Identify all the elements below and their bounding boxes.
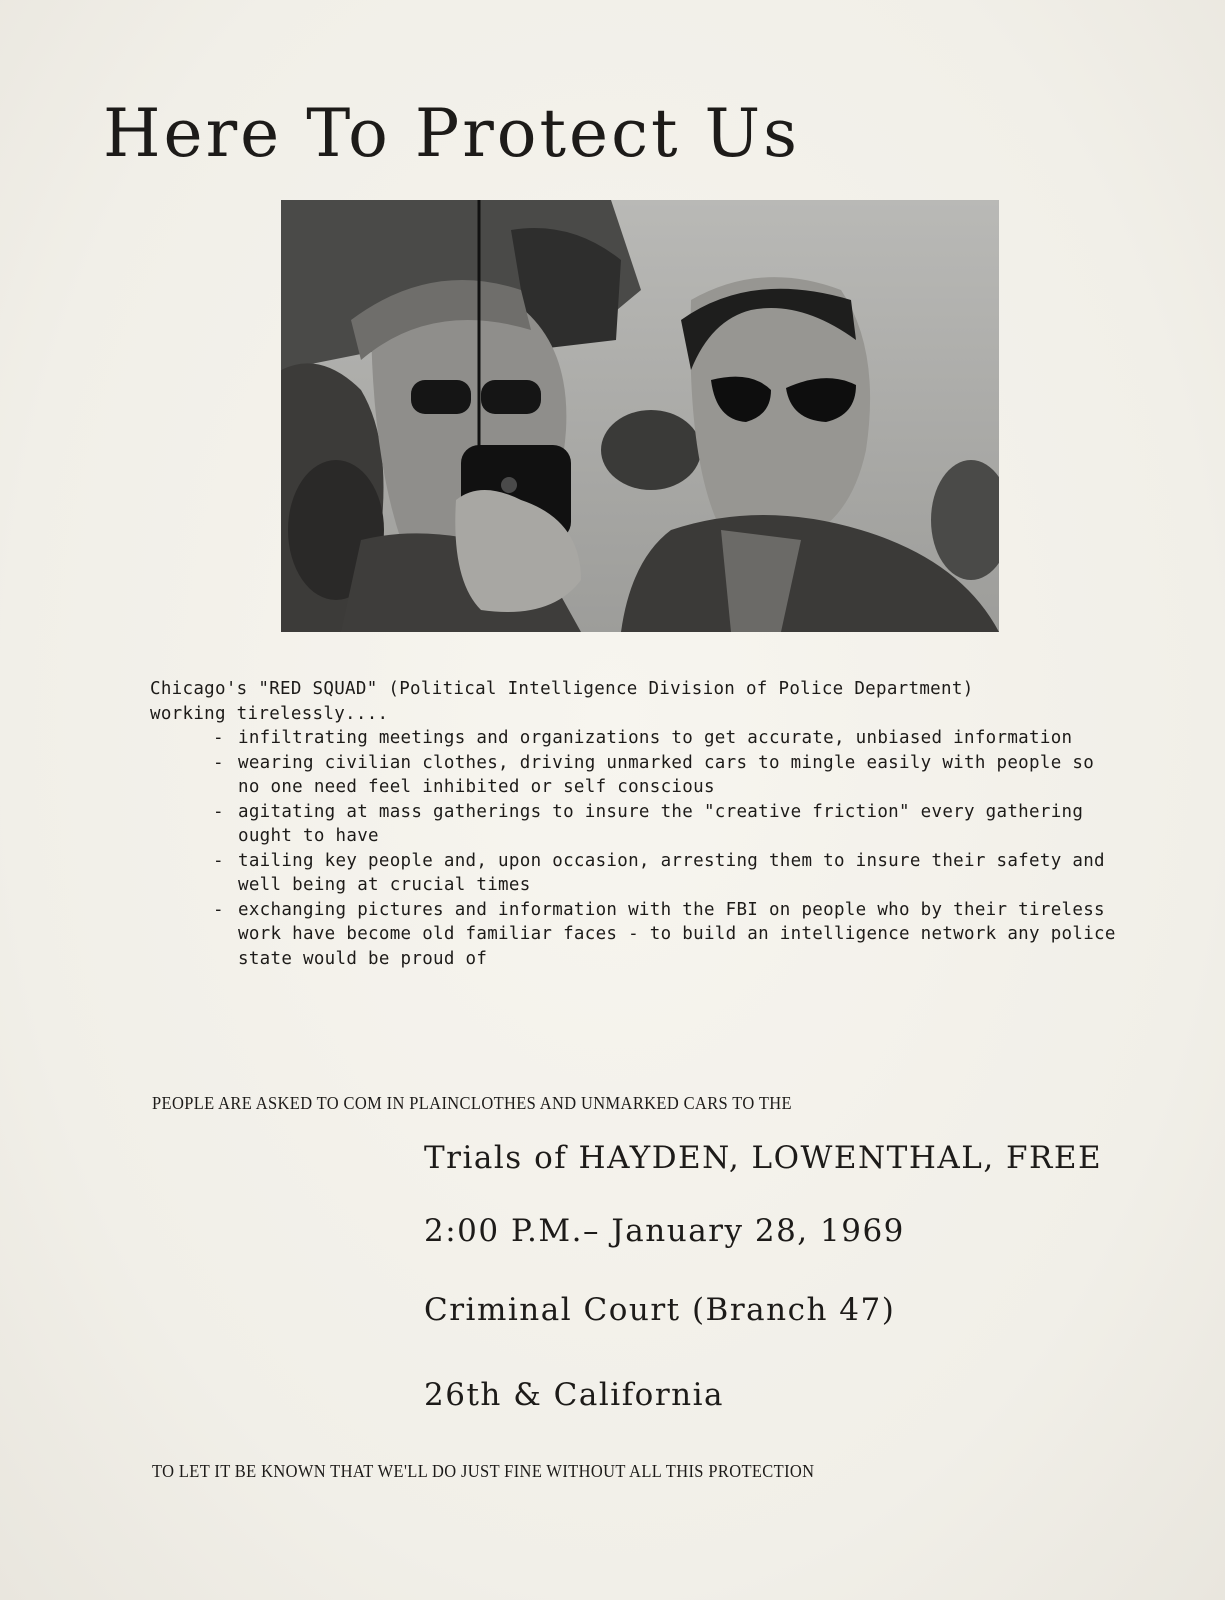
list-item-text: agitating at mass gatherings to insure the "creative friction" every gathering ought to have (238, 801, 1084, 846)
bullet-dash: - (213, 728, 224, 748)
photo-police-officers (281, 200, 999, 632)
bullet-dash: - (213, 801, 224, 822)
event-trials: Trials of HAYDEN, LOWENTHAL, FREE (424, 1140, 1103, 1176)
list-item-text: wearing civilian clothes, driving unmarked cars to mingle easily with people so no one need feel inhibited or self conscious (238, 752, 1095, 797)
list-item (150, 898, 1116, 972)
list-item-text: tailing key people and, upon occasion, arresting them to insure their safety and well being at crucial times (238, 850, 1105, 895)
event-location: 26th & California (424, 1377, 725, 1413)
list-item (150, 751, 1110, 800)
appeal-text: PEOPLE ARE ASKED TO COM IN PLAINCLOTHES AND UNMARKED CARS TO THE (152, 1093, 792, 1113)
list-item (150, 800, 1110, 849)
list-item-text: infiltrating meetings and organizations to get accurate, unbiased information (238, 728, 1073, 748)
intro-line-1: Chicago's "RED SQUAD" (Political Intelligence Division of Police Department) (150, 679, 974, 699)
closing-text: TO LET IT BE KNOWN THAT WE'LL DO JUST FINE WITHOUT ALL THIS PROTECTION (152, 1461, 815, 1481)
bullet-dash: - (213, 752, 224, 773)
activity-list (150, 726, 1116, 971)
list-item (150, 849, 1110, 898)
body-text (150, 677, 1116, 971)
intro-line-2: working tirelessly.... (150, 703, 389, 724)
bullet-dash: - (213, 899, 224, 920)
flyer-title: Here To Protect Us (103, 95, 801, 172)
bullet-dash: - (213, 850, 224, 871)
event-court: Criminal Court (Branch 47) (424, 1292, 896, 1328)
event-time: 2:00 P.M.– January 28, 1969 (424, 1213, 905, 1249)
list-item-text: exchanging pictures and information with the FBI on people who by their tireless work have become old familiar faces - to build an intelligence network any police state would be proud of (238, 899, 1116, 969)
list-item (150, 726, 1110, 751)
